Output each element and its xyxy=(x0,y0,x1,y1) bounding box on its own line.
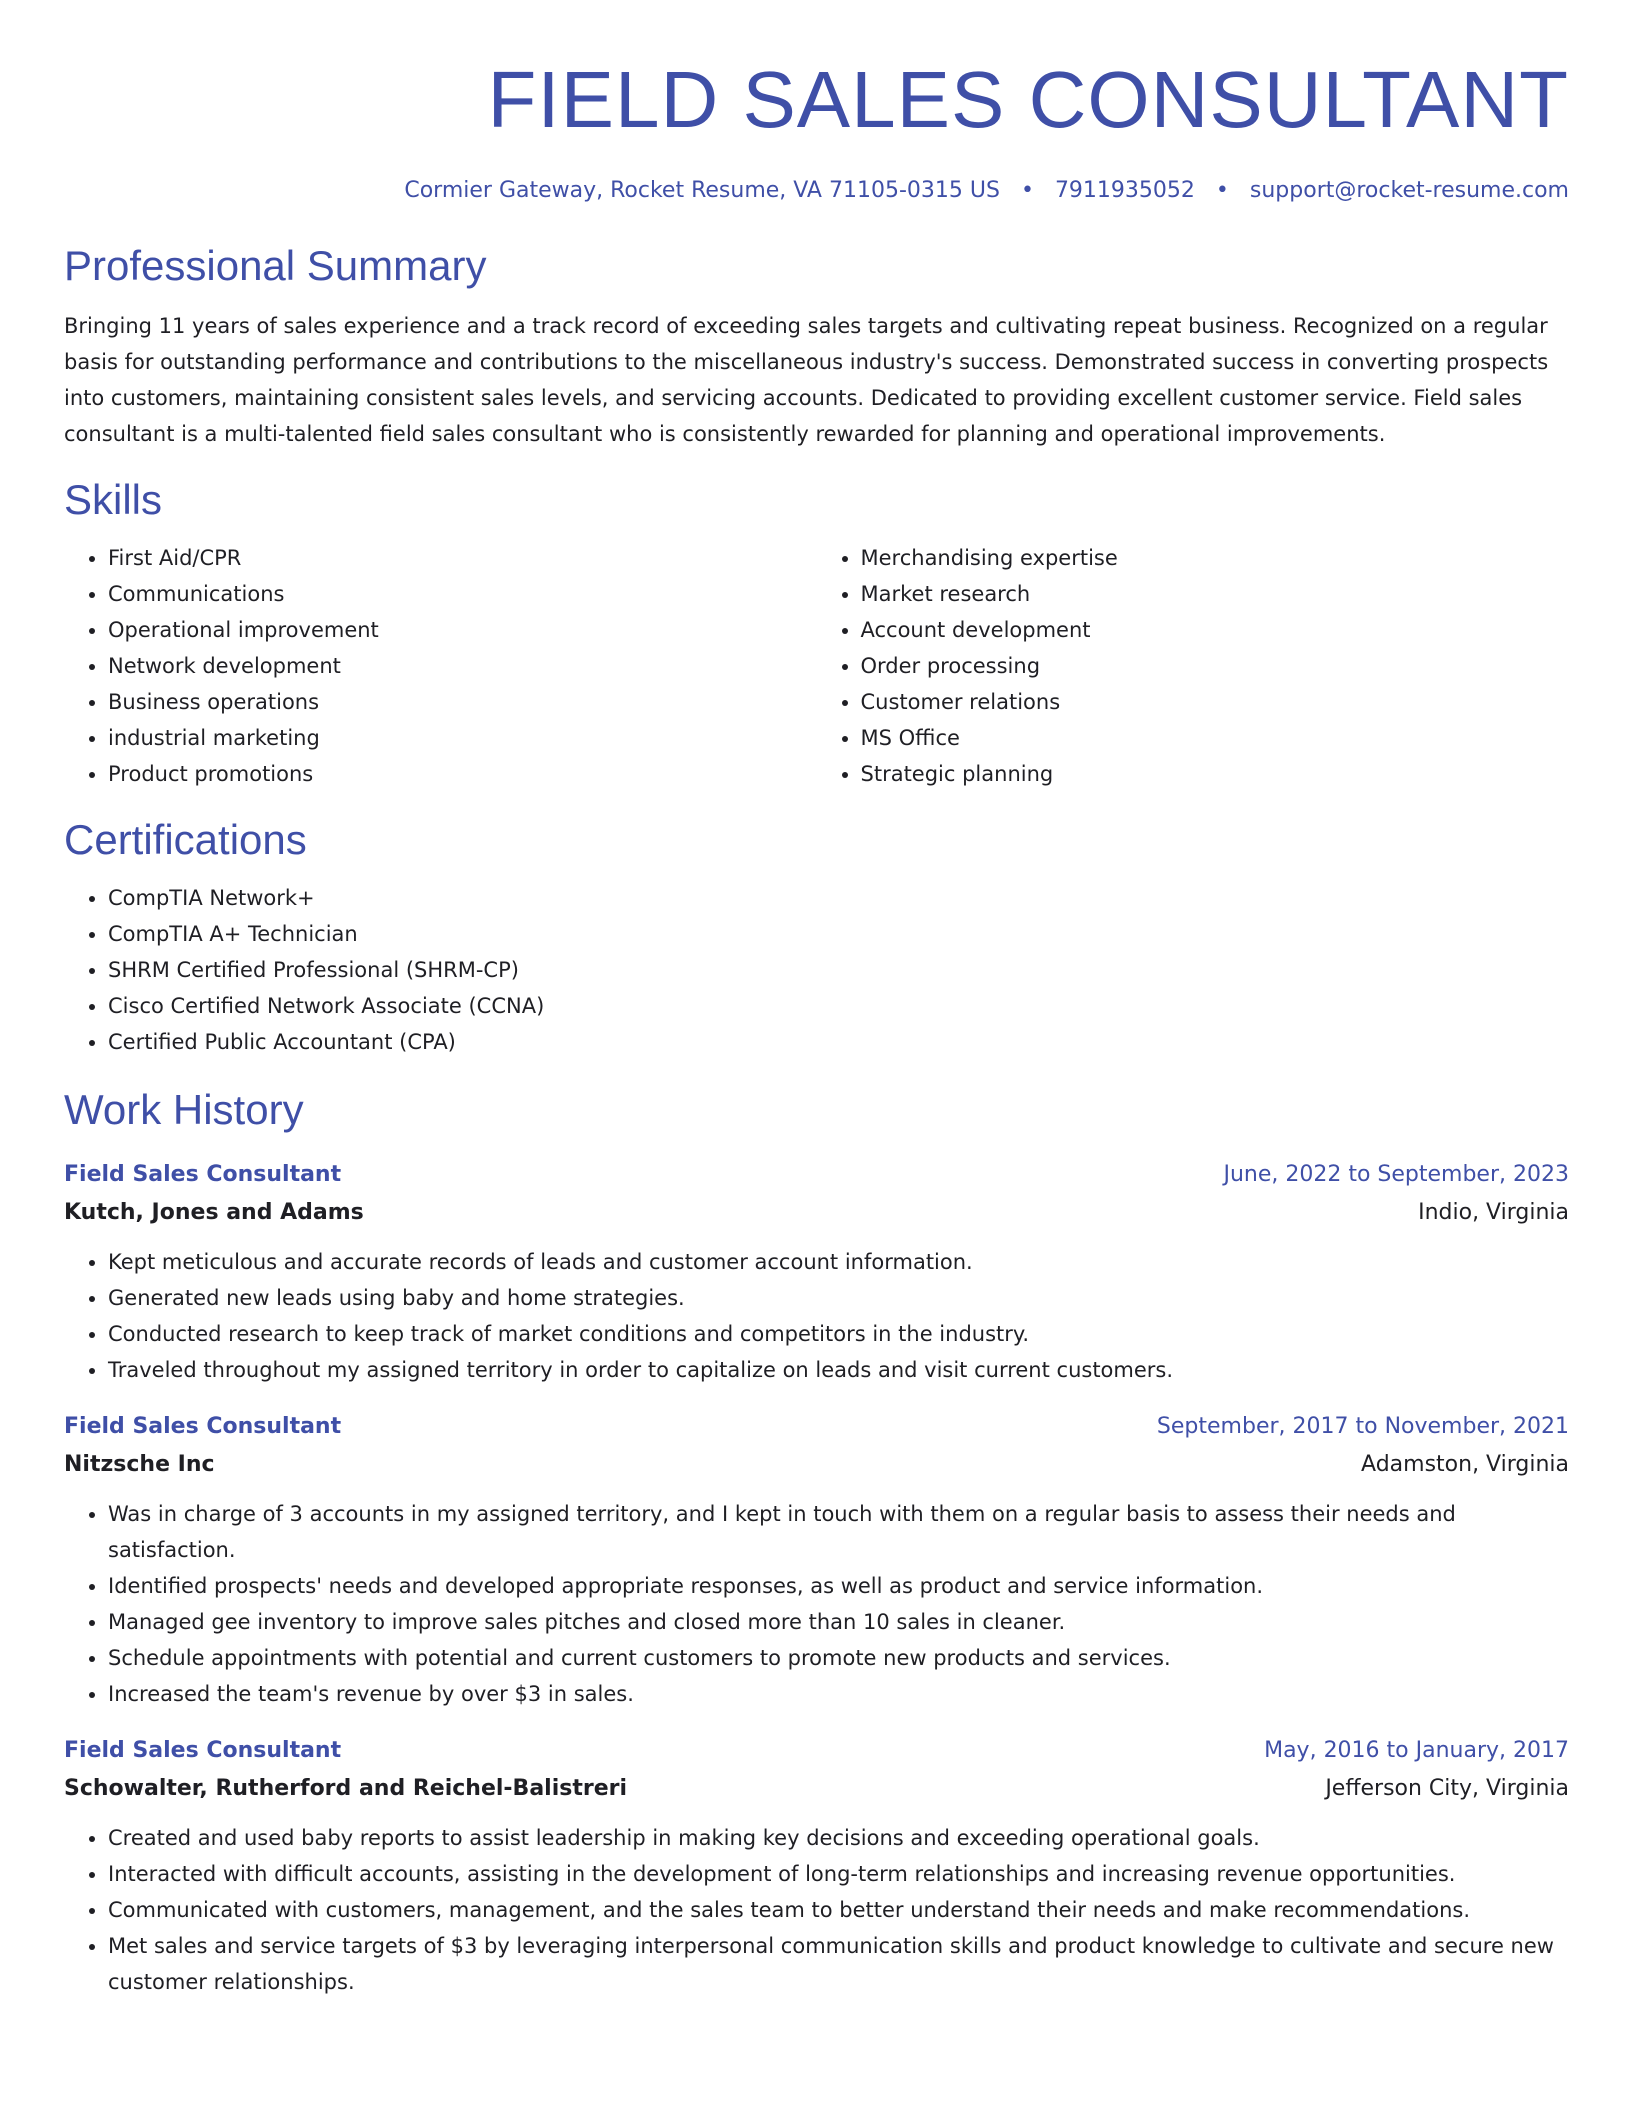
job-bullet: • Identified prospects' needs and developed appropriate responses, as well as product and service information. xyxy=(108,1568,1569,1604)
work-history-heading: Work History xyxy=(64,1086,304,1133)
summary-section xyxy=(64,240,1569,452)
certification-item: • Certified Public Accountant (CPA) xyxy=(108,1024,1569,1060)
job-dates: May, 2016 to January, 2017 xyxy=(1264,1738,1569,1763)
job-bullet: • Met sales and service targets of $3 by leveraging interpersonal communication skills and product knowledge to cultivate and secure new customer relationships. xyxy=(108,1928,1569,2000)
skill-item: • Communications xyxy=(108,576,817,612)
skill-item: • Account development xyxy=(861,612,1570,648)
summary-text: Bringing 11 years of sales experience and a track record of exceeding sales targets and cultivating repeat business. Recognized on a regular basis for outstanding performance and contributions to the miscellaneous industry's success. Demonstrated success in converting prospects into customers, maintaining consistent sales levels, and servicing accounts. Dedicated to providing excellent customer service. Field sales consultant is a multi-talented field sales consultant who is consistently rewarded for planning and operational improvements. xyxy=(64,314,1549,446)
job-company: Schowalter, Rutherford and Reichel-Balistreri xyxy=(64,1776,628,1801)
contact-separator: • xyxy=(1215,178,1229,203)
job-company-row xyxy=(64,1446,1569,1484)
job-title-row xyxy=(64,1732,1569,1770)
job-bullet: • Communicated with customers, management, and the sales team to better understand their needs and make recommendations. xyxy=(108,1892,1569,1928)
job-title: Field Sales Consultant xyxy=(64,1414,342,1439)
job-bullet: • Increased the team's revenue by over $3 in sales. xyxy=(108,1676,1569,1712)
skills-list-left xyxy=(64,540,817,792)
certification-item: • SHRM Certified Professional (SHRM-CP) xyxy=(108,952,1569,988)
job-location: Indio, Virginia xyxy=(1418,1200,1569,1225)
contact-address: Cormier Gateway, Rocket Resume, VA 71105-0315 US xyxy=(404,178,1000,203)
job-location: Jefferson City, Virginia xyxy=(1325,1776,1569,1801)
skill-item: • Network development xyxy=(108,648,817,684)
skill-item: • Order processing xyxy=(861,648,1570,684)
skills-heading: Skills xyxy=(64,476,163,523)
resume-header xyxy=(64,52,1569,206)
job-location: Adamston, Virginia xyxy=(1361,1452,1569,1477)
job-dates: June, 2022 to September, 2023 xyxy=(1223,1162,1569,1187)
contact-phone: 7911935052 xyxy=(1054,178,1195,203)
job-entry xyxy=(64,1732,1569,2000)
skill-item: • Business operations xyxy=(108,684,817,720)
skill-item: • Operational improvement xyxy=(108,612,817,648)
contact-line xyxy=(64,176,1569,206)
job-bullet: • Interacted with difficult accounts, assisting in the development of long-term relationships and increasing revenue opportunities. xyxy=(108,1856,1569,1892)
job-company-row xyxy=(64,1770,1569,1808)
job-bullet: • Schedule appointments with potential and current customers to promote new products and services. xyxy=(108,1640,1569,1676)
skill-item: • Product promotions xyxy=(108,756,817,792)
job-dates: September, 2017 to November, 2021 xyxy=(1156,1414,1569,1439)
summary-heading: Professional Summary xyxy=(64,242,487,289)
certification-item: • Cisco Certified Network Associate (CCNA) xyxy=(108,988,1569,1024)
skill-item: • MS Office xyxy=(861,720,1570,756)
contact-separator: • xyxy=(1020,178,1034,203)
job-bullet: • Conducted research to keep track of market conditions and competitors in the industry. xyxy=(108,1316,1569,1352)
candidate-name: FIELD SALES CONSULTANT xyxy=(487,55,1569,144)
skill-item: • Strategic planning xyxy=(861,756,1570,792)
skill-item: • First Aid/CPR xyxy=(108,540,817,576)
job-title: Field Sales Consultant xyxy=(64,1738,342,1763)
job-bullet: • Was in charge of 3 accounts in my assigned territory, and I kept in touch with them on a regular basis to assess their needs and satisfaction. xyxy=(108,1496,1569,1568)
job-bullet: • Managed gee inventory to improve sales pitches and closed more than 10 sales in cleaner. xyxy=(108,1604,1569,1640)
skills-list-right xyxy=(817,540,1570,792)
job-title-row xyxy=(64,1408,1569,1446)
certifications-list xyxy=(64,880,1569,1060)
job-bullets xyxy=(64,1496,1569,1712)
certification-item: • CompTIA Network+ xyxy=(108,880,1569,916)
certifications-section xyxy=(64,814,1569,1060)
job-bullet: • Kept meticulous and accurate records of leads and customer account information. xyxy=(108,1244,1569,1280)
contact-email: support@rocket-resume.com xyxy=(1249,178,1569,203)
job-title-row xyxy=(64,1156,1569,1194)
job-bullet: • Generated new leads using baby and home strategies. xyxy=(108,1280,1569,1316)
skills-columns xyxy=(64,540,1569,792)
job-company: Nitzsche Inc xyxy=(64,1452,215,1477)
work-history-section xyxy=(64,1084,1569,2000)
job-bullet: • Traveled throughout my assigned territory in order to capitalize on leads and visit current customers. xyxy=(108,1352,1569,1388)
skill-item: • industrial marketing xyxy=(108,720,817,756)
job-title: Field Sales Consultant xyxy=(64,1162,342,1187)
certification-item: • CompTIA A+ Technician xyxy=(108,916,1569,952)
job-bullet: • Created and used baby reports to assist leadership in making key decisions and exceeding operational goals. xyxy=(108,1820,1569,1856)
job-company: Kutch, Jones and Adams xyxy=(64,1200,364,1225)
skill-item: • Market research xyxy=(861,576,1570,612)
job-entry xyxy=(64,1408,1569,1712)
skill-item: • Merchandising expertise xyxy=(861,540,1570,576)
job-entry xyxy=(64,1156,1569,1388)
skill-item: • Customer relations xyxy=(861,684,1570,720)
job-bullets xyxy=(64,1820,1569,2000)
skills-section xyxy=(64,474,1569,792)
job-bullets xyxy=(64,1244,1569,1388)
certifications-heading: Certifications xyxy=(64,816,307,863)
job-company-row xyxy=(64,1194,1569,1232)
